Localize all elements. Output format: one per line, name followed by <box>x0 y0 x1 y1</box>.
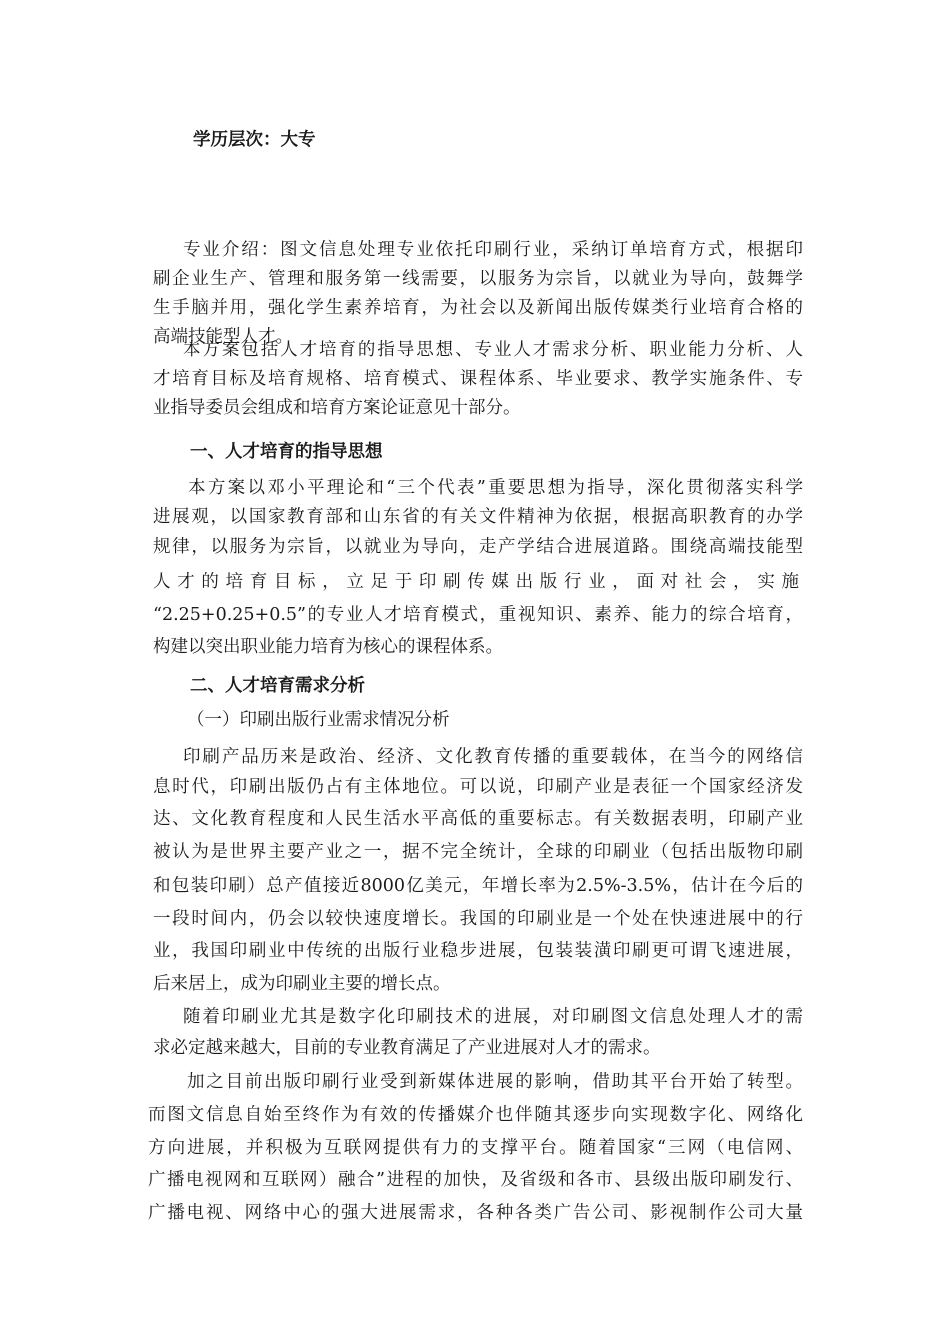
text-line: 求必定越来越大，目前的专业教育满足了产业进展对人才的需求。 <box>153 1038 661 1058</box>
text-line: 广播电视网和互联网）融合”进程的加快，及省级和各市、县级出版印刷发行、 <box>148 1170 803 1190</box>
text-line: 达、文化教育程度和人民生活水平高低的重要标志。有关数据表明，印刷产业 <box>153 809 803 829</box>
text-line: 进展观，以国家教育部和山东省的有关文件精神为依据，根据高职教育的办学 <box>153 507 803 527</box>
text-line: 业，我国印刷业中传统的出版行业稳步进展，包装装潢印刷更可谓飞速进展， <box>153 941 803 961</box>
text-line: 才培育目标及培育规格、培育模式、课程体系、毕业要求、教学实施条件、专 <box>153 369 803 389</box>
text-line: 专业介绍：图文信息处理专业依托印刷行业，采纳订单培育方式，根据印 <box>183 240 803 260</box>
text-line: 本方案以邓小平理论和“三个代表”重要思想为指导，深化贯彻落实科学 <box>188 478 803 498</box>
text-line: “2.25+0.25+0.5”的专业人才培育模式，重视知识、素养、能力的综合培育， <box>153 605 803 625</box>
text-line: 加之目前出版印刷行业受到新媒体进展的影响，借助其平台开始了转型。 <box>187 1072 803 1092</box>
text-line: 后来居上，成为印刷业主要的增长点。 <box>153 974 451 994</box>
text-line: 本方案包括人才培育的指导思想、专业人才需求分析、职业能力分析、人 <box>183 340 803 360</box>
section-heading-2: 二、人才培育需求分析 <box>190 676 365 696</box>
text-line: 刷企业生产、管理和服务第一线需要，以服务为宗旨，以就业为导向，鼓舞学 <box>153 269 803 289</box>
section-heading-1: 一、人才培育的指导思想 <box>190 442 383 462</box>
text-line: 业指导委员会组成和培育方案论证意见十部分。 <box>153 398 521 418</box>
text-line: 而图文信息自始至终作为有效的传播媒介也伴随其逐步向实现数字化、网络化 <box>148 1105 803 1125</box>
text-line: 被认为是世界主要产业之一，据不完全统计，全球的印刷业（包括出版物印刷 <box>153 842 803 862</box>
subsection-heading-1: （一）印刷出版行业需求情况分析 <box>187 710 450 730</box>
education-level: 学历层次：大专 <box>193 130 316 150</box>
text-line: 一段时间内，仍会以较快速度增长。我国的印刷业是一个处在快速进展中的行 <box>153 909 803 929</box>
text-line: 高端技能型人才。 <box>153 327 293 347</box>
text-line: 生手脑并用，强化学生素养培育，为社会以及新闻出版传媒类行业培育合格的 <box>153 298 803 318</box>
text-line: 印刷产品历来是政治、经济、文化教育传播的重要载体，在当今的网络信 <box>183 747 803 767</box>
text-line: 和包装印刷）总产值接近8000亿美元，年增长率为2.5%-3.5%，估计在今后的 <box>153 876 803 896</box>
text-line: 随着印刷业尤其是数字化印刷技术的进展，对印刷图文信息处理人才的需 <box>183 1007 803 1027</box>
text-line: 规律，以服务为宗旨，以就业为导向，走产学结合进展道路。围绕高端技能型 <box>153 537 803 557</box>
text-line: 息时代，印刷出版仍占有主体地位。可以说，印刷产业是表征一个国家经济发 <box>153 777 803 797</box>
text-line: 构建以突出职业能力培育为核心的课程体系。 <box>153 637 503 657</box>
text-line: 广播电视、网络中心的强大进展需求，各种各类广告公司、影视制作公司大量 <box>148 1203 803 1223</box>
text-line: 人才的培育目标，立足于印刷传媒出版行业，面对社会，实施 <box>153 572 803 592</box>
text-line: 方向进展，并积极为互联网提供有力的支撑平台。随着国家“三网（电信网、 <box>148 1138 803 1158</box>
